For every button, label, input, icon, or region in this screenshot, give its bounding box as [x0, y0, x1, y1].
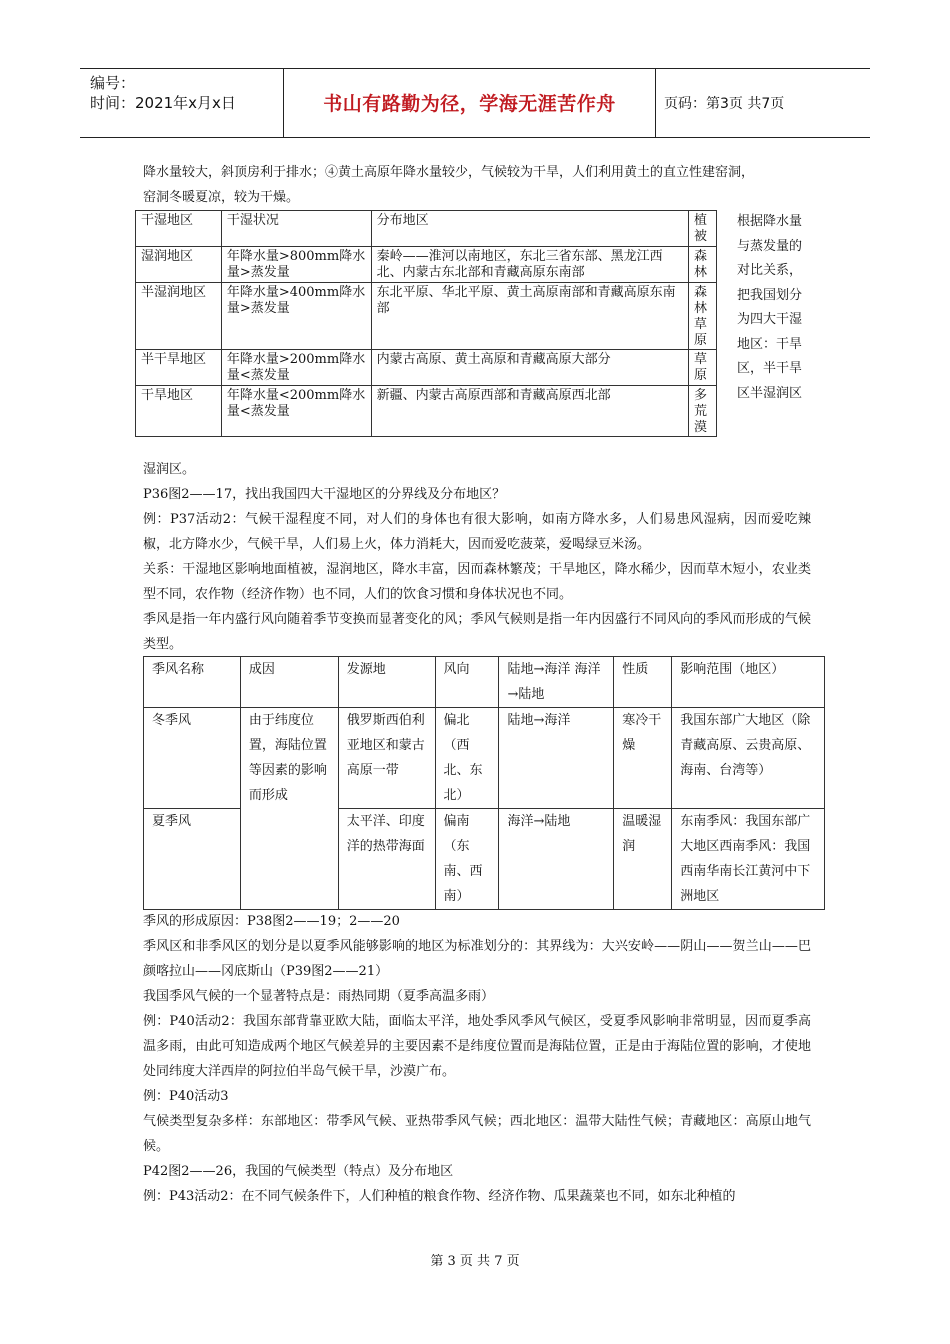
table-cell: 半湿润地区	[136, 283, 222, 350]
table-header-cell: 植被	[688, 211, 716, 247]
table-header-cell: 干湿状况	[221, 211, 371, 247]
paragraph: 我国季风气候的一个显著特点是：雨热同期（夏季高温多雨）	[143, 989, 495, 1004]
monsoon-flow: 海洋→陆地	[499, 809, 614, 910]
page-footer: 第 3 页 共 7 页	[430, 1254, 520, 1269]
paragraph: P36图2——17，找出我国四大干湿地区的分界线及分布地区？	[143, 487, 506, 502]
monsoon-nature: 寒冷干燥	[614, 708, 672, 809]
page-header	[80, 68, 870, 138]
table-row	[136, 247, 717, 283]
table-cell: 森林	[688, 247, 716, 283]
table-header-row	[144, 657, 825, 708]
table-row	[136, 350, 717, 386]
table-cell: 年降水量>400mm降水量>蒸发量	[221, 283, 371, 350]
table-cell: 干旱地区	[136, 386, 222, 437]
paragraph: 例：P43活动2：在不同气候条件下，人们种植的粮食作物、经济作物、瓜果蔬菜也不同，如东北种植的	[143, 1189, 736, 1204]
body-paragraphs	[143, 457, 811, 657]
monsoon-name: 冬季风	[144, 708, 241, 809]
monsoon-table	[143, 656, 825, 910]
table-header-cell: 性质	[614, 657, 672, 708]
header-divider	[655, 69, 656, 137]
table-cell: 湿润地区	[136, 247, 222, 283]
closing-paragraphs	[143, 909, 811, 1209]
side-note: 根据降水量与蒸发量的对比关系，把我国划分为四大干湿地区：干旱区，半干旱区半湿润区	[737, 214, 803, 401]
table-cell: 秦岭——淮河以南地区，东北三省东部、黑龙江西北、内蒙古东北部和青藏高原东南部	[371, 247, 688, 283]
table-cell: 年降水量<200mm降水量<蒸发量	[221, 386, 371, 437]
table-cell: 半干旱地区	[136, 350, 222, 386]
paragraph: 例：P40活动3	[143, 1089, 229, 1104]
table-header-cell: 成因	[240, 657, 338, 708]
table-cell: 新疆、内蒙古高原西部和青藏高原西北部	[371, 386, 688, 437]
table-header-cell: 干湿地区	[136, 211, 222, 247]
table-cell: 多荒漠	[688, 386, 716, 437]
monsoon-cause: 由于纬度位置，海陆位置等因素的影响而形成	[240, 708, 338, 910]
table-header-cell: 发源地	[338, 657, 435, 708]
intro-line: 降水量较大，斜顶房利于排水；④黄土高原年降水量较少，气候较为干旱，人们利用黄土的直立性建窑洞，	[143, 165, 755, 180]
table-header-cell: 陆地→海洋 海洋→陆地	[499, 657, 614, 708]
intro-paragraph	[143, 160, 811, 210]
table-header-cell: 季风名称	[144, 657, 241, 708]
paragraph: P42图2——26，我国的气候类型（特点）及分布地区	[143, 1164, 454, 1179]
date-line: 时间：2021年x月x日	[90, 94, 236, 112]
table-row	[136, 386, 717, 437]
monsoon-direction: 偏南（东南、西南）	[435, 809, 499, 910]
monsoon-nature: 温暖湿润	[614, 809, 672, 910]
table-row-winter	[144, 708, 825, 809]
dry-wet-regions-table	[135, 210, 717, 437]
table-cell: 森林草原	[688, 283, 716, 350]
monsoon-flow: 陆地→海洋	[499, 708, 614, 809]
paragraph: 关系：干湿地区影响地面植被，湿润地区，降水丰富，因而森林繁茂；干旱地区，降水稀少，因而草木短小，农业类型不同，农作物（经济作物）也不同，人们的饮食习惯和身体状况也不同。	[143, 562, 811, 602]
monsoon-name: 夏季风	[144, 809, 241, 910]
paragraph: 湿润区。	[143, 462, 196, 477]
table-header-cell: 分布地区	[371, 211, 688, 247]
paragraph: 季风的形成原因：P38图2——19；2——20	[143, 914, 400, 929]
table-cell: 年降水量>200mm降水量<蒸发量	[221, 350, 371, 386]
table-header-cell: 影响范围（地区）	[672, 657, 825, 708]
table-row	[136, 283, 717, 350]
table-cell: 内蒙古高原、黄土高原和青藏高原大部分	[371, 350, 688, 386]
header-meta	[90, 73, 236, 113]
header-page-info: 页码：第3页 共7页	[664, 96, 785, 112]
table-header-cell: 风向	[435, 657, 499, 708]
table-cell: 年降水量>800mm降水量>蒸发量	[221, 247, 371, 283]
monsoon-origin: 俄罗斯西伯利亚地区和蒙古高原一带	[338, 708, 435, 809]
table-header-row	[136, 211, 717, 247]
paragraph: 季风区和非季风区的划分是以夏季风能够影响的地区为标准划分的：其界线为：大兴安岭——阴山——贺兰山——巴颜喀拉山——冈底斯山（P39图2——21）	[143, 939, 811, 979]
paragraph: 例：P40活动2：我国东部背靠亚欧大陆，面临太平洋，地处季风季风气候区，受夏季风影响非常明显，因而夏季高温多雨，由此可知造成两个地区气候差异的主要因素不是纬度位置而是海陆位置，正是由于海陆位置的影响，才使地处同纬度大洋西岸的阿拉伯半岛气候干旱，沙漠广布。	[143, 1014, 811, 1079]
header-motto: 书山有路勤为径，学海无涯苦作舟	[323, 93, 616, 115]
monsoon-origin: 太平洋、印度洋的热带海面	[338, 809, 435, 910]
paragraph: 例：P37活动2：气候干湿程度不同，对人们的身体也有很大影响，如南方降水多，人们易患风湿病，因而爱吃辣椒，北方降水少，气候干旱，人们易上火，体力消耗大，因而爱吃菠菜，爱喝绿豆米汤。	[143, 512, 811, 552]
table-cell: 东北平原、华北平原、黄土高原南部和青藏高原东南部	[371, 283, 688, 350]
monsoon-range: 东南季风：我国东部广大地区西南季风：我国西南华南长江黄河中下洲地区	[672, 809, 825, 910]
monsoon-range: 我国东部广大地区（除青藏高原、云贵高原、海南、台湾等）	[672, 708, 825, 809]
table-cell: 草原	[688, 350, 716, 386]
intro-line: 窑洞冬暖夏凉，较为干燥。	[143, 190, 300, 205]
paragraph: 气候类型复杂多样：东部地区：带季风气候、亚热带季风气候；西北地区：温带大陆性气候；青藏地区：高原山地气候。	[143, 1114, 811, 1154]
monsoon-direction: 偏北（西北、东北）	[435, 708, 499, 809]
paragraph: 季风是指一年内盛行风向随着季节变换而显著变化的风；季风气候则是指一年内因盛行不同风向的季风而形成的气候类型。	[143, 612, 811, 652]
number-label: 编号：	[90, 74, 136, 92]
